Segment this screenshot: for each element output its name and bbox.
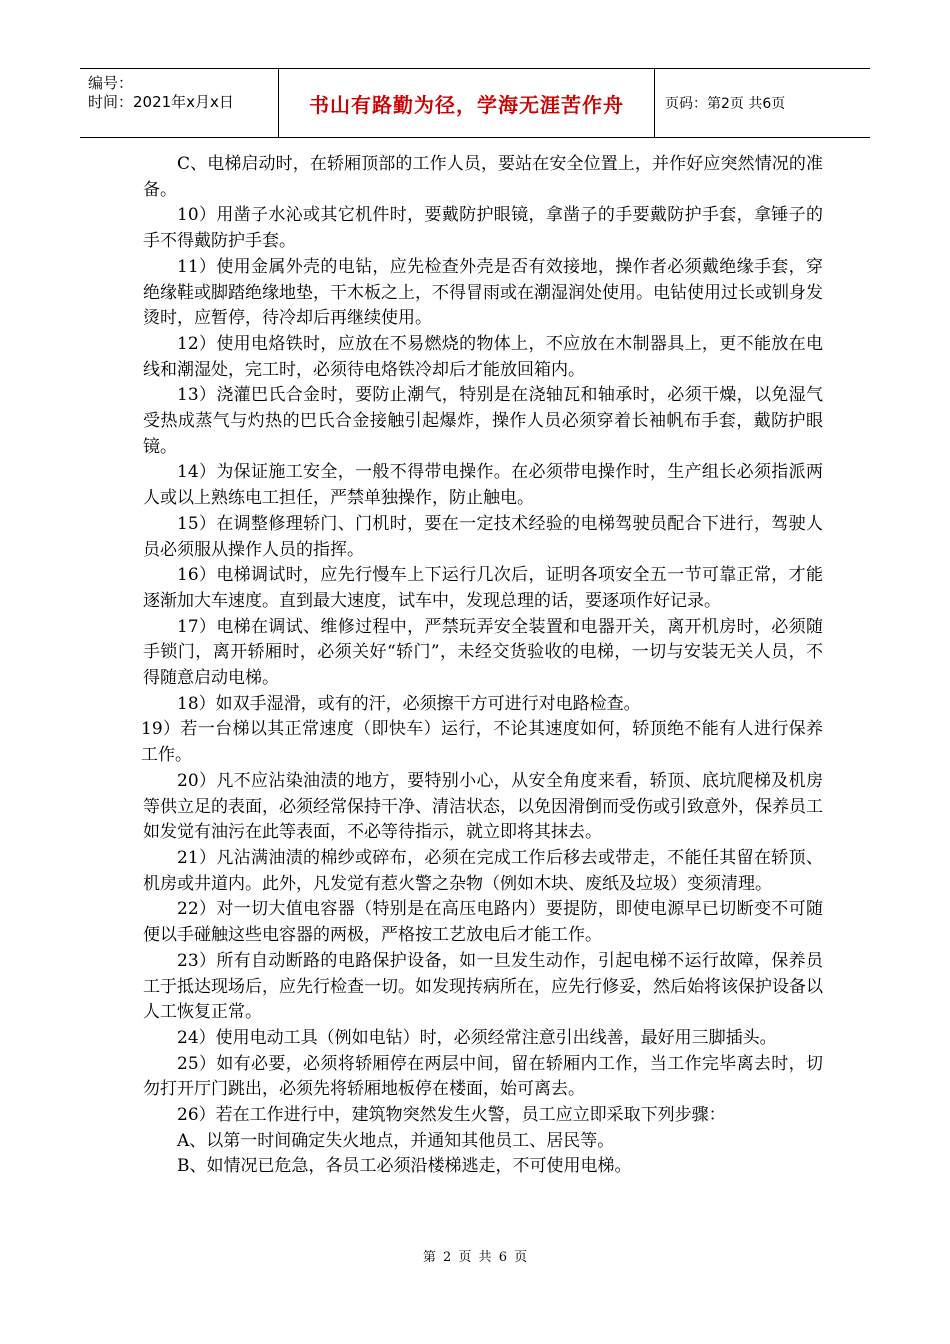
paragraph-17: 17）电梯在调试、维修过程中，严禁玩弄安全装置和电器开关，离开机房时，必须随手锁门，离开轿厢时，必须关好“轿门”，未经交货验收的电梯，一切与安装无关人员，不得随意启动电梯。	[143, 616, 823, 689]
paragraph-11: 11）使用金属外壳的电钻，应先检查外壳是否有效接地，操作者必须戴绝缘手套，穿绝缘鞋或脚踏绝缘地垫，干木板之上，不得冒雨或在潮湿润处使用。电钻使用过长或钏身发烫时，应暂停，待冷却后再继续使用。	[143, 256, 823, 329]
paragraph-12: 12）使用电烙铁时，应放在不易燃烧的物体上，不应放在木制器具上，更不能放在电线和潮湿处，完工时，必须待电烙铁冷却后才能放回箱内。	[143, 333, 823, 380]
document-body	[143, 152, 823, 1180]
paragraph-15: 15）在调整修理轿门、门机时，要在一定技术经验的电梯驾驶员配合下进行，驾驶人员必须服从操作人员的指挥。	[143, 513, 823, 560]
paragraph-21: 21）凡沾满油渍的棉纱或碎布，必须在完成工作后移去或带走，不能任其留在轿顶、机房或井道内。此外，凡发觉有惹火警之杂物（例如木块、废纸及垃圾）变须清理。	[143, 847, 823, 894]
header-motto: 书山有路勤为径，学海无涯苦作舟	[309, 92, 624, 117]
header-page-info: 页码：第2页 共6页	[665, 96, 786, 112]
paragraph-26a: A、以第一时间确定失火地点，并通知其他员工、居民等。	[177, 1130, 615, 1151]
document-date: 时间：2021年x月x日	[88, 93, 234, 111]
paragraph-23: 23）所有自动断路的电路保护设备，如一旦发生动作，引起电梯不运行故障，保养员工于抵达现场后，应先行检查一切。如发现抟病所在，应先行修妥，然后始将该保护设备以人工恢复正常。	[143, 950, 823, 1023]
header-meta-cell	[80, 69, 279, 137]
paragraph-20: 20）凡不应沾染油渍的地方，要特别小心，从安全角度来看，轿顶、底坑爬梯及机房等供立足的表面，必须经常保持干净、清洁状态，以免因滑倒而受伤或引致意外，保养员工如发觉有油污在此等表面，不必等待指示，就立即将其抹去。	[143, 770, 823, 843]
paragraph-25: 25）如有必要，必须将轿厢停在两层中间，留在轿厢内工作，当工作完毕离去时，切勿打开厅门跳出，必须先将轿厢地板停在楼面，始可离去。	[143, 1053, 823, 1100]
paragraph-16: 16）电梯调试时，应先行慢车上下运行几次后，证明各项安全五一节可靠正常，才能逐渐加大车速度。直到最大速度，试车中，发现总理的话，要逐项作好记录。	[143, 565, 823, 611]
paragraph-18: 18）如双手湿滑，或有的汗，必须擦干方可进行对电路检查。	[177, 693, 641, 714]
header-motto-cell	[279, 69, 655, 137]
header-page-cell	[655, 69, 880, 137]
paragraph-24: 24）使用电动工具（例如电钻）时，必须经常注意引出线善，最好用三脚插头。	[177, 1027, 777, 1048]
document-number-label: 编号：	[88, 74, 134, 92]
paragraph-14: 14）为保证施工安全，一般不得带电操作。在必须带电操作时，生产组长必须指派两人或以上熟练电工担任，严禁单独操作，防止触电。	[143, 462, 823, 509]
paragraph-22: 22）对一切大值电容器（特别是在高压电路内）要提防，即使电源早已切断变不可随便以手碰触这些电容器的两极，严格按工艺放电后才能工作。	[143, 899, 823, 946]
paragraph-26b: B、如情况已危急，各员工必须沿楼梯逃走，不可使用电梯。	[177, 1156, 632, 1177]
paragraph-13: 13）浇灌巴氏合金时，要防止潮气，特别是在浇轴瓦和轴承时，必须干燥，以免湿气受热成蒸气与灼热的巴氏合金接触引起爆炸，操作人员必须穿着长袖帆布手套，戴防护眼镜。	[143, 385, 823, 457]
paragraph-10: 10）用凿子水沁或其它机件时，要戴防护眼镜，拿凿子的手要戴防护手套，拿锤子的手不得戴防护手套。	[143, 205, 823, 252]
paragraph-26: 26）若在工作进行中，建筑物突然发生火警，员工应立即采取下列步骤：	[177, 1105, 726, 1126]
page-header	[80, 68, 870, 138]
paragraph-19: 19）若一台梯以其正常速度（即快车）运行，不论其速度如何，轿顶绝不能有人进行保养工作。	[141, 719, 823, 766]
page-footer: 第 2 页 共 6 页	[422, 1250, 528, 1265]
paragraph-c: C、电梯启动时，在轿厢顶部的工作人员，要站在安全位置上，并作好应突然情况的准备。	[143, 154, 823, 200]
